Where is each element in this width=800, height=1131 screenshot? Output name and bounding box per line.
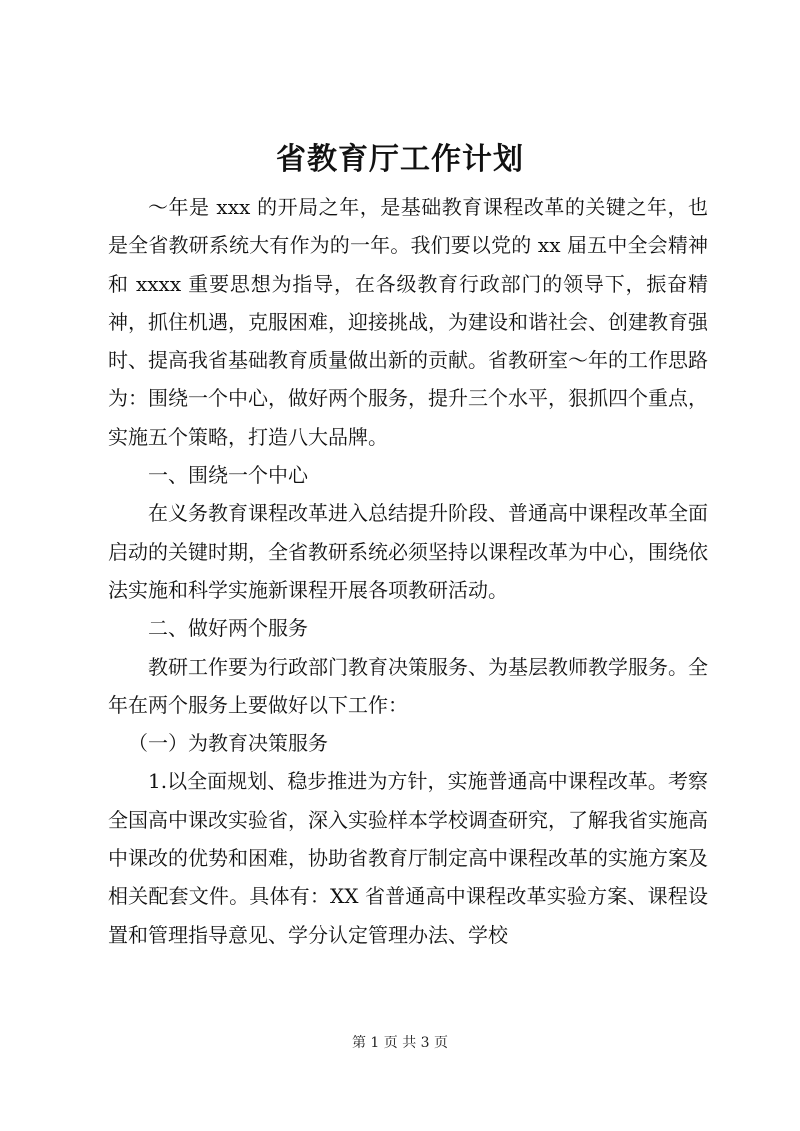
document-body	[108, 188, 708, 954]
subsection-heading-1: （一）为教育决策服务	[128, 731, 328, 756]
paragraph-section-1: 在义务教育课程改革进入总结提升阶段、普通高中课程改革全面启动的关键时期，全省教研系统必须坚持以课程改革为中心，围绕依法实施和科学实施新课程开展各项教研活动。	[108, 501, 708, 602]
section-heading-1: 一、围绕一个中心	[148, 463, 308, 488]
page-number-footer: 第 1 页 共 3 页	[351, 1035, 449, 1051]
paragraph-section-2: 教研工作要为行政部门教育决策服务、为基层教师教学服务。全年在两个服务上要做好以下工作：	[108, 654, 708, 717]
document-title: 省教育厅工作计划	[276, 142, 524, 177]
paragraph-item-1: 1.以全面规划、稳步推进为方针，实施普通高中课程改革。考察全国高中课改实验省，深入实验样本学校调查研究，了解我省实施高中课改的优势和困难，协助省教育厅制定高中课程改革的实施方案及相关配套文件。具体有：XX 省普通高中课程改革实验方案、课程设置和管理指导意见、学分认定管理办法、学校	[108, 769, 708, 947]
section-heading-2: 二、做好两个服务	[148, 616, 308, 641]
paragraph-intro: ～年是 xxx 的开局之年，是基础教育课程改革的关键之年，也是全省教研系统大有作为的一年。我们要以党的 xx 届五中全会精神和 xxxx 重要思想为指导，在各级教育行政部门的领导下，振奋精神，抓住机遇，克服困难，迎接挑战，为建设和谐社会、创建教育强时、提高我省基础教育质量做出新的贡献。省教研室～年的工作思路为：围绕一个中心，做好两个服务，提升三个水平，狠抓四个重点，实施五个策略，打造八大品牌。	[108, 195, 708, 449]
